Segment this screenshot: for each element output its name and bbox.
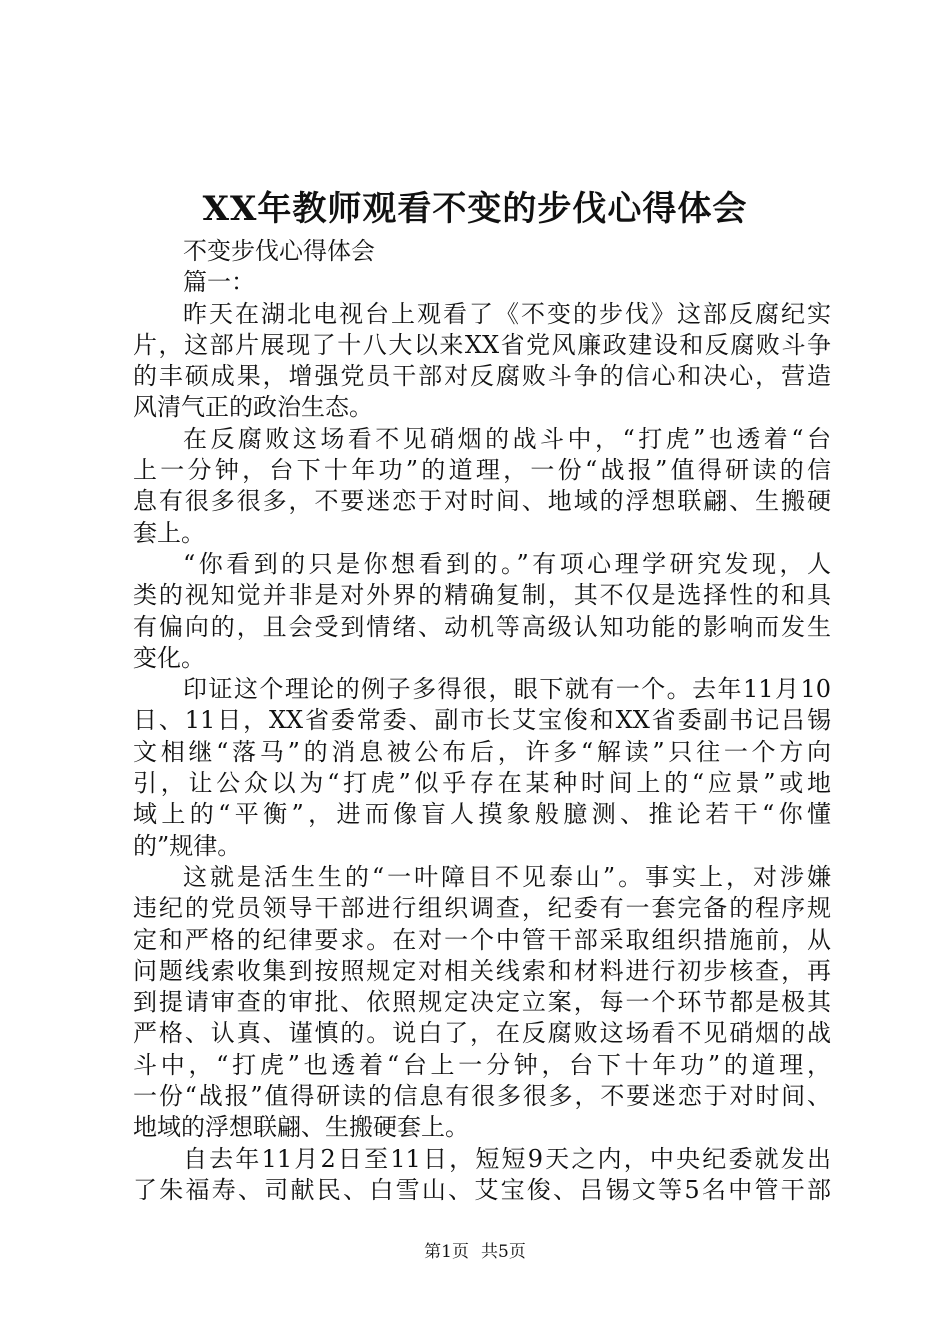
text-line: 一份“战报”值得研读的信息有很多很多，不要迷恋于对时间、	[133, 1082, 831, 1111]
text-line: 自去年11月2日至11日，短短9天之内，中央纪委就发出	[183, 1144, 831, 1173]
text-line: 不变步伐心得体会	[183, 237, 375, 265]
text-line: 在反腐败这场看不见硝烟的战斗中，“打虎”也透着“台	[183, 424, 831, 453]
page-footer	[0, 1240, 950, 1264]
text-line: 域上的“平衡”，进而像盲人摸象般臆测、推论若干“你懂	[133, 800, 831, 829]
text-line: 地域的浮想联翩、生搬硬套上。	[133, 1113, 469, 1142]
page-number-total: 共5页	[481, 1242, 526, 1262]
text-line: 的丰硕成果，增强党员干部对反腐败斗争的信心和决心，营造	[133, 362, 831, 391]
text-line: 这就是活生生的“一叶障目不见泰山”。事实上，对涉嫌	[183, 862, 831, 891]
text-line: 有偏向的，且会受到情绪、动机等高级认知功能的影响而发生	[133, 612, 831, 641]
text-line: 违纪的党员领导干部进行组织调查，纪委有一套完备的程序规	[133, 894, 831, 923]
text-line: 引，让公众以为“打虎”似乎存在某种时间上的“应景”或地	[133, 769, 831, 798]
text-line: 问题线索收集到按照规定对相关线索和材料进行初步核查，再	[133, 956, 831, 985]
text-line: 套上。	[133, 518, 205, 547]
text-line: 息有很多很多，不要迷恋于对时间、地域的浮想联翩、生搬硬	[133, 487, 831, 516]
text-line: 类的视知觉并非是对外界的精确复制，其不仅是选择性的和具	[133, 581, 831, 610]
document-body	[133, 236, 831, 1206]
text-line: 风清气正的政治生态。	[133, 393, 373, 422]
text-line: 定和严格的纪律要求。在对一个中管干部采取组织措施前，从	[133, 925, 831, 954]
document-title: XX年教师观看不变的步伐心得体会	[202, 189, 748, 229]
text-line: 片，这部片展现了十八大以来XX省党风廉政建设和反腐败斗争	[133, 330, 831, 359]
text-line: 到提请审查的审批、依照规定决定立案，每一个环节都是极其	[133, 988, 831, 1017]
text-line: 变化。	[133, 643, 205, 672]
text-line: 篇一：	[183, 268, 255, 297]
text-line: 印证这个理论的例子多得很，眼下就有一个。去年11月10	[183, 675, 831, 704]
text-line: 文相继“落马”的消息被公布后，许多“解读”只往一个方向	[133, 737, 831, 766]
text-line: 斗中，“打虎”也透着“台上一分钟，台下十年功”的道理，	[133, 1050, 831, 1079]
text-line: 严格、认真、谨慎的。说白了，在反腐败这场看不见硝烟的战	[133, 1019, 831, 1048]
text-line: 日、11日，XX省委常委、副市长艾宝俊和XX省委副书记吕锡	[133, 706, 831, 735]
text-line: “你看到的只是你想看到的。”有项心理学研究发现，人	[183, 549, 831, 578]
page-number-current: 第1页	[424, 1242, 469, 1262]
text-line: 上一分钟，台下十年功”的道理，一份“战报”值得研读的信	[133, 456, 831, 485]
text-line: 的”规律。	[133, 831, 242, 860]
text-line: 昨天在湖北电视台上观看了《不变的步伐》这部反腐纪实	[183, 299, 831, 328]
text-line: 了朱福寿、司献民、白雪山、艾宝俊、吕锡文等5名中管干部	[133, 1175, 831, 1204]
